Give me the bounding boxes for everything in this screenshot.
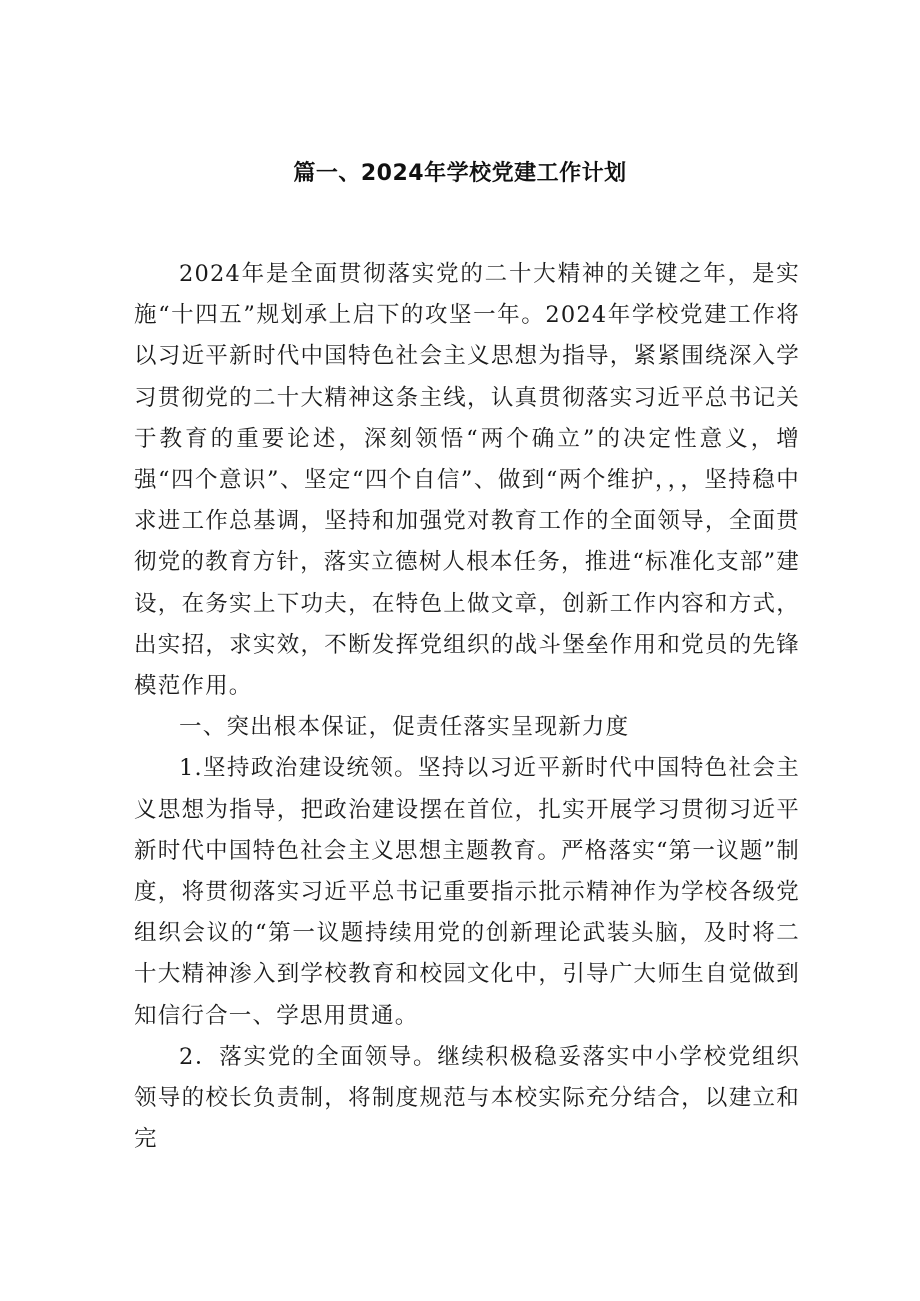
paragraph-intro: 2024年是全面贯彻落实党的二十大精神的关键之年，是实施“十四五”规划承上启下的攻坚一年。2024年学校党建工作将以习近平新时代中国特色社会主义思想为指导，紧紧围绕深入学习贯彻党的二十大精神这条主线，认真贯彻落实习近平总书记关于教育的重要论述，深刻领悟“两个确立”的决定性意义，增强“四个意识”、坚定“四个自信”、做到“两个维护，，，坚持稳中求进工作总基调，坚持和加强党对教育工作的全面领导，全面贯彻党的教育方针，落实立德树人根本任务，推进“标准化支部”建设，在务实上下功夫，在特色上做文章，创新工作内容和方式，出实招，求实效，不断发挥党组织的战斗堡垒作用和党员的先锋模范作用。 <box>134 261 800 700</box>
document-title: 篇一、2024年学校党建工作计划 <box>293 161 627 186</box>
paragraph-item-1: 1.坚持政治建设统领。坚持以习近平新时代中国特色社会主义思想为指导，把政治建设摆在首位，扎实开展学习贯彻习近平新时代中国特色社会主义思想主题教育。严格落实“第一议题”制度，将贯彻落实习近平总书记重要指示批示精神作为学校各级党组织会议的“第一议题持续用党的创新理论武装头脑，及时将二十大精神渗入到学校教育和校园文化中，引导广大师生自觉做到知信行合一、学思用贯通。 <box>134 755 800 1029</box>
section-heading-1: 一、突出根本保证，促责任落实呈现新力度 <box>179 714 630 741</box>
paragraph-item-2: 2．落实党的全面领导。继续积极稳妥落实中小学校党组织领导的校长负责制，将制度规范与本校实际充分结合，以建立和完 <box>134 1043 800 1153</box>
document-body <box>134 254 800 1160</box>
